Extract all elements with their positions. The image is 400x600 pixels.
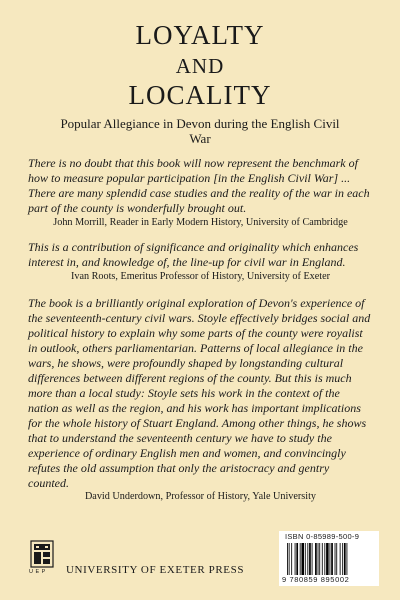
publisher-logo-text: UEP: [29, 569, 48, 575]
barcode-digits: 9 780859 895002: [282, 575, 350, 584]
barcode-icon: [287, 543, 373, 575]
subtitle: Popular Allegiance in Devon during the English Civil War: [60, 116, 340, 146]
isbn-label: ISBN 0-85989-500-9: [285, 532, 360, 541]
review-attribution-1: John Morrill, Reader in Early Modern History, University of Cambridge: [53, 217, 348, 228]
title-line-1: LOYALTY: [135, 20, 265, 50]
review-quote-1: There is no doubt that this book will now represent the benchmark of how to measure popular participation [in the English Civil War] ... There are many splendid case studies and the reality of the war in each part of the county is wonderfully brought out.: [28, 156, 370, 215]
review-quote-2: This is a contribution of significance and originality which enhances interest in, and knowledge of, the line-up for civil war in England.: [28, 240, 359, 269]
review-attribution-2: Ivan Roots, Emeritus Professor of History, University of Exeter: [70, 271, 331, 282]
title-line-3: LOCALITY: [128, 80, 272, 110]
review-attribution-3: David Underdown, Professor of History, Yale University: [84, 491, 317, 502]
review-quote-3: The book is a brilliantly original exploration of Devon's experience of the seventeenth-century civil wars. Stoyle effectively bridges social and political history to explain why some parts of the county were royalist in outlook, others parliamentarian. Patterns of local allegiance in the wars, he shows, were profoundly shaped by longstanding cultural differences between different regions of the county. But this is much more than a local study: Stoyle sets his work in the context of the nation as well as the region, and his work has important implications for the whole history of Stuart England. Among other things, he shows that to understand the seventeenth century we have to study the experience of ordinary English men and women, and convincingly refutes the old assumption that only the aristocracy and gentry counted.: [28, 296, 371, 490]
publisher-name: UNIVERSITY OF EXETER PRESS: [66, 564, 245, 576]
publisher-logo-icon: [30, 540, 54, 568]
title-line-2: AND: [175, 54, 225, 78]
